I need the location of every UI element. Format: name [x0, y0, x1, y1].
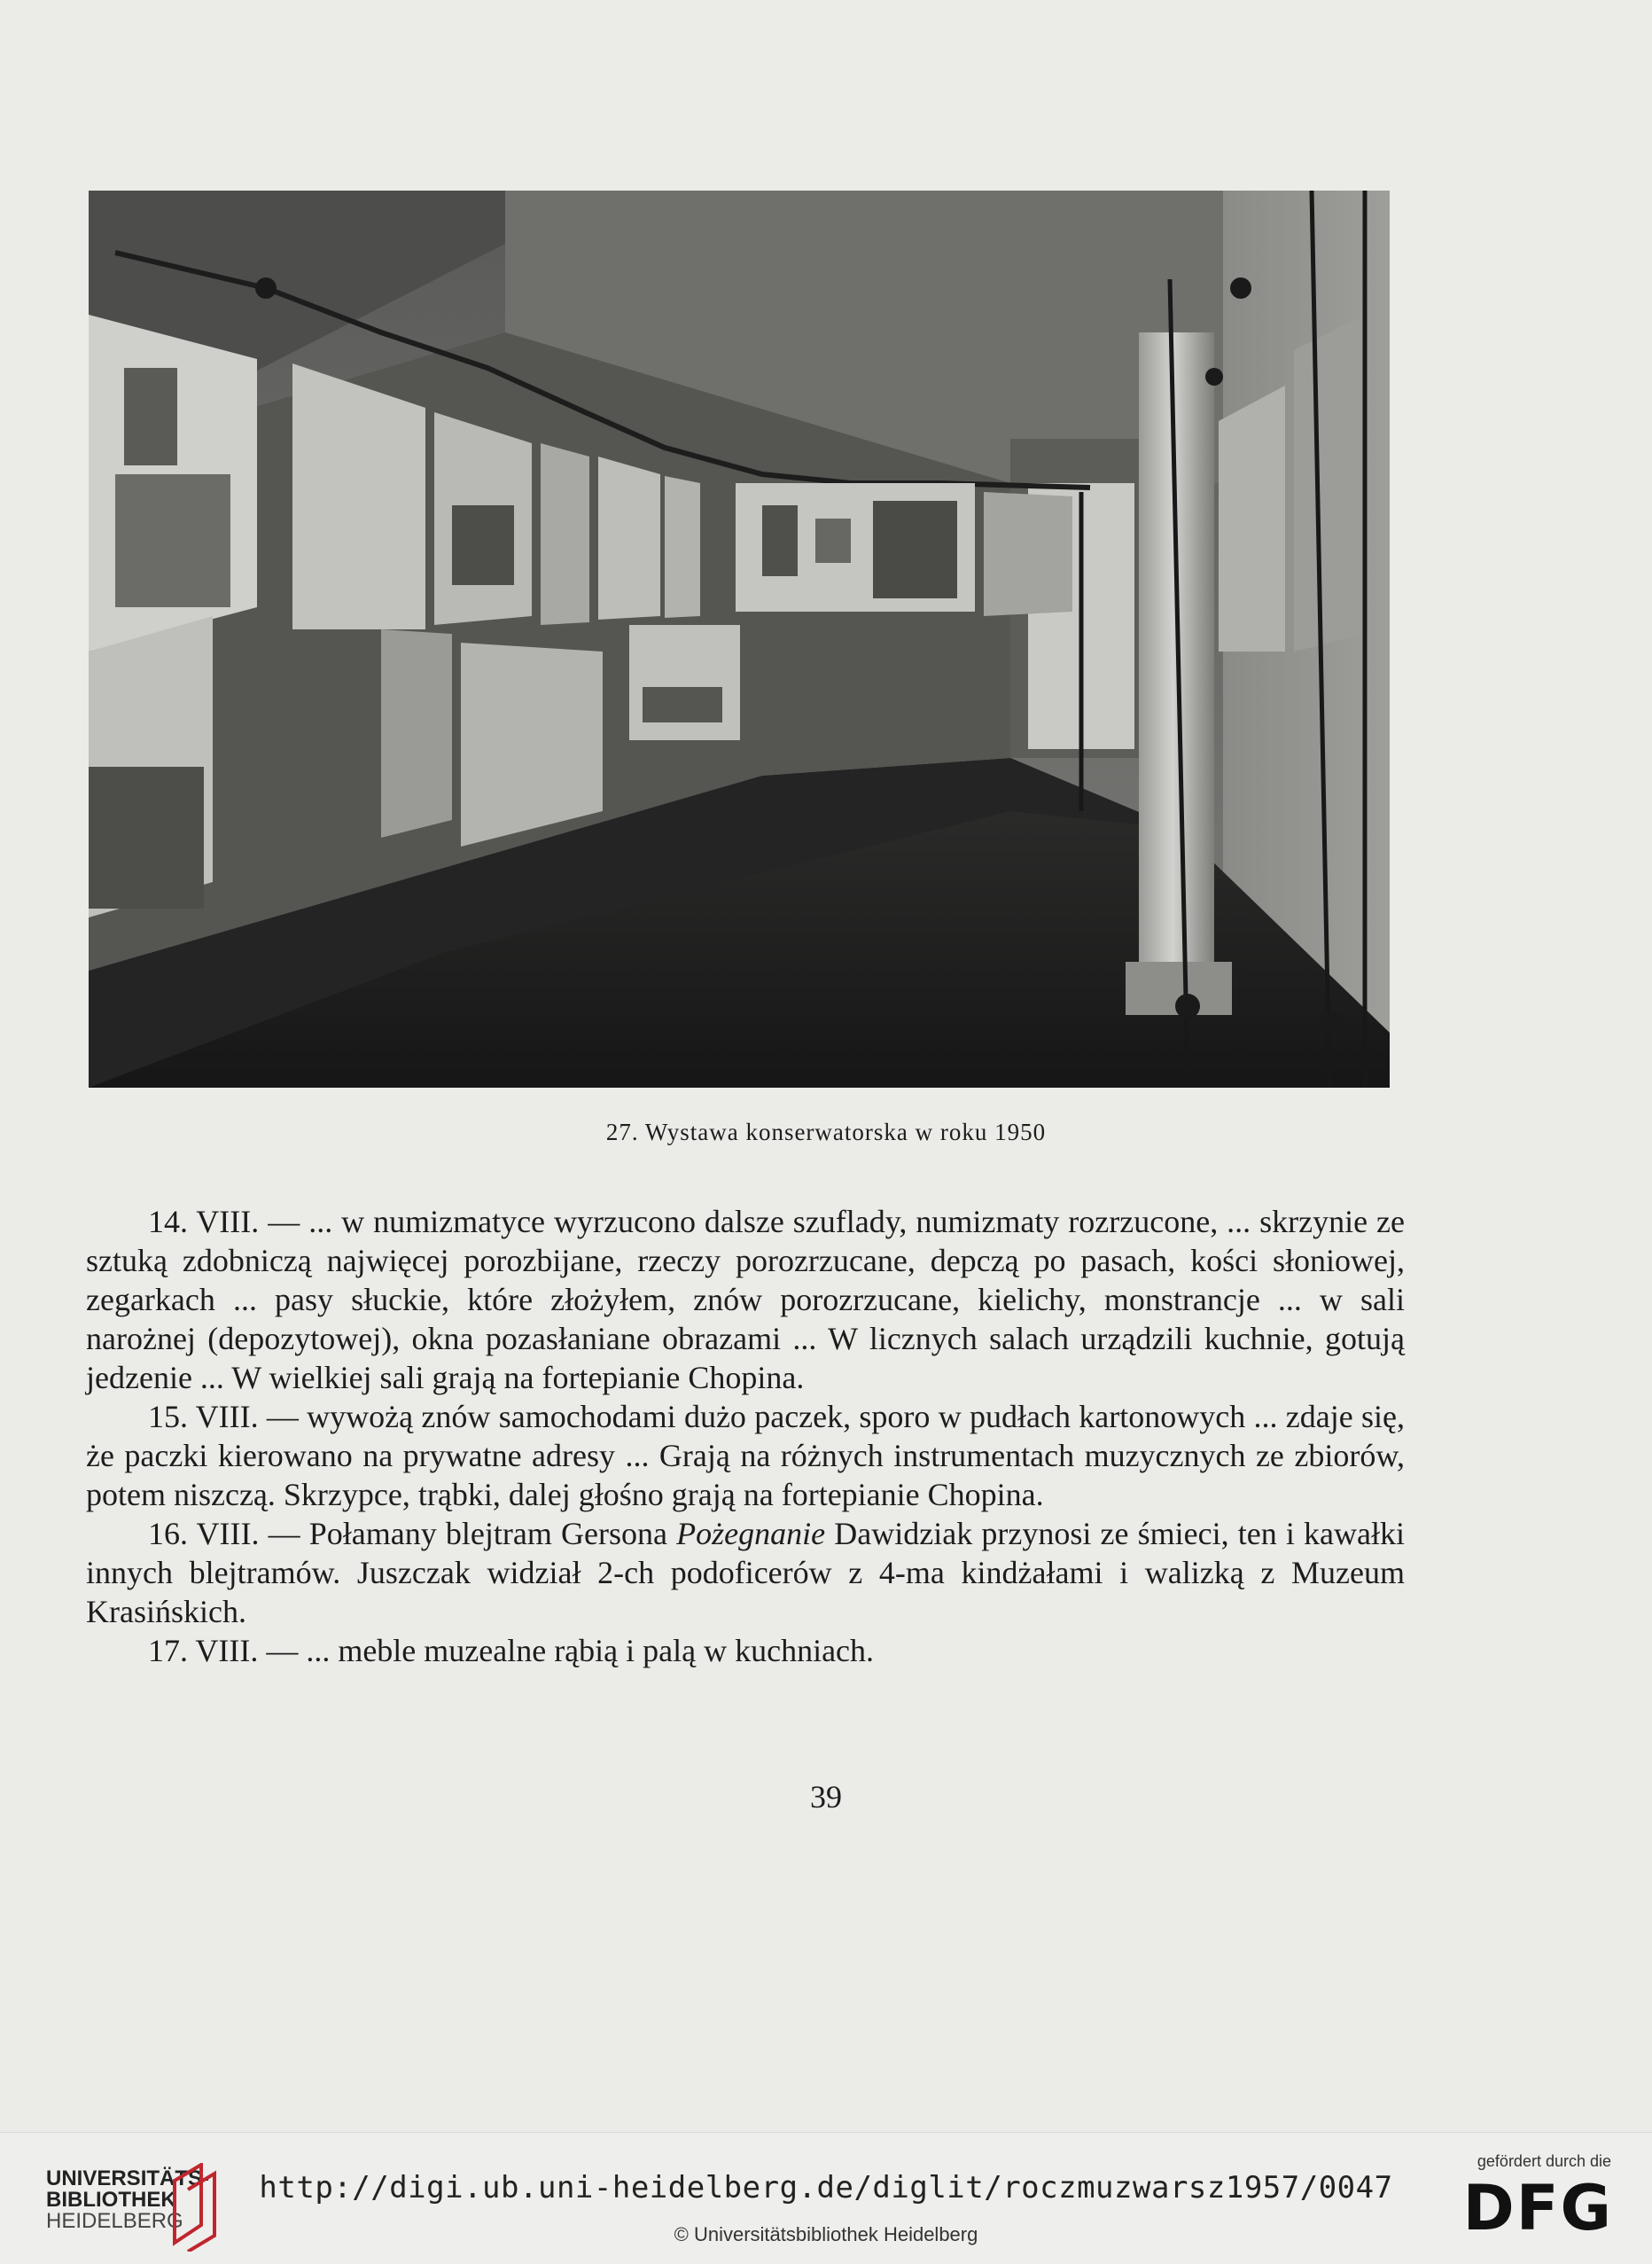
library-name-line2: BIBLIOTHEK [46, 2188, 176, 2212]
figure-caption: 27. Wystawa konserwatorska w roku 1950 [605, 1119, 1047, 1145]
copyright-notice: © Universitätsbibliothek Heidelberg [674, 2223, 978, 2245]
exhibition-photo [89, 191, 1390, 1088]
library-name-line3: HEIDELBERG [46, 2209, 183, 2233]
permalink-url[interactable]: http://digi.ub.uni-heidelberg.de/diglit/roczmuzwarsz1957/0047 [259, 2170, 1393, 2205]
paragraph-14-viii: 14. VIII. — ... w numizmatyce wyrzucono dalsze szuflady, numizmaty rozrzucone, ... skrzynie ze sztuką zdobniczą najwięcej porozbijane, rzeczy porozrzucane, depczą po pasach, kości słoniowej, zegarkach ... pasy słuckie, które złożyłem, znów porozrzucane, kielichy, monstrancje ... w sali narożnej (depozytowej), okna pozasłaniane obrazami ... W licznych salach urządzili kuchnie, gotują jedzenie ... W wielkiej sali grają na fortepianie Chopina. [86, 1204, 1405, 1395]
library-name-line1: UNIVERSITÄTS- [46, 2166, 210, 2190]
artwork-title: Pożegnanie [676, 1516, 826, 1551]
footer-bar [0, 2132, 1652, 2264]
body-text [86, 1202, 1405, 1670]
paragraph-16-viii [86, 1514, 1405, 1631]
dfg-logo[interactable]: DFG [1462, 2172, 1613, 2244]
paragraph-15-viii: 15. VIII. — wywożą znów samochodami dużo paczek, sporo w pudłach kartonowych ... zdaje się, że paczki kierowano na prywatne adresy ... Grają na różnych instrumentach muzycznych ze zbiorów, potem niszczą. Skrzypce, trąbki, dalej głośno grają na fortepianie Chopina. [86, 1399, 1405, 1512]
page-number: 39 [810, 1779, 842, 1815]
paragraph-16-viii-before: 16. VIII. — Połamany blejtram Gersona [148, 1516, 677, 1551]
paragraph-16-viii-after: Dawidziak przynosi ze śmieci, ten i kawałki innych blejtramów. Juszczak widział 2-ch podoficerów z 4-ma kindżałami i walizką z Muzeum Krasińskich. [86, 1516, 1405, 1629]
sponsor-label: gefördert durch die [1477, 2152, 1611, 2170]
paragraph-17-viii: 17. VIII. — ... meble muzealne rąbią i palą w kuchniach. [148, 1633, 875, 1668]
